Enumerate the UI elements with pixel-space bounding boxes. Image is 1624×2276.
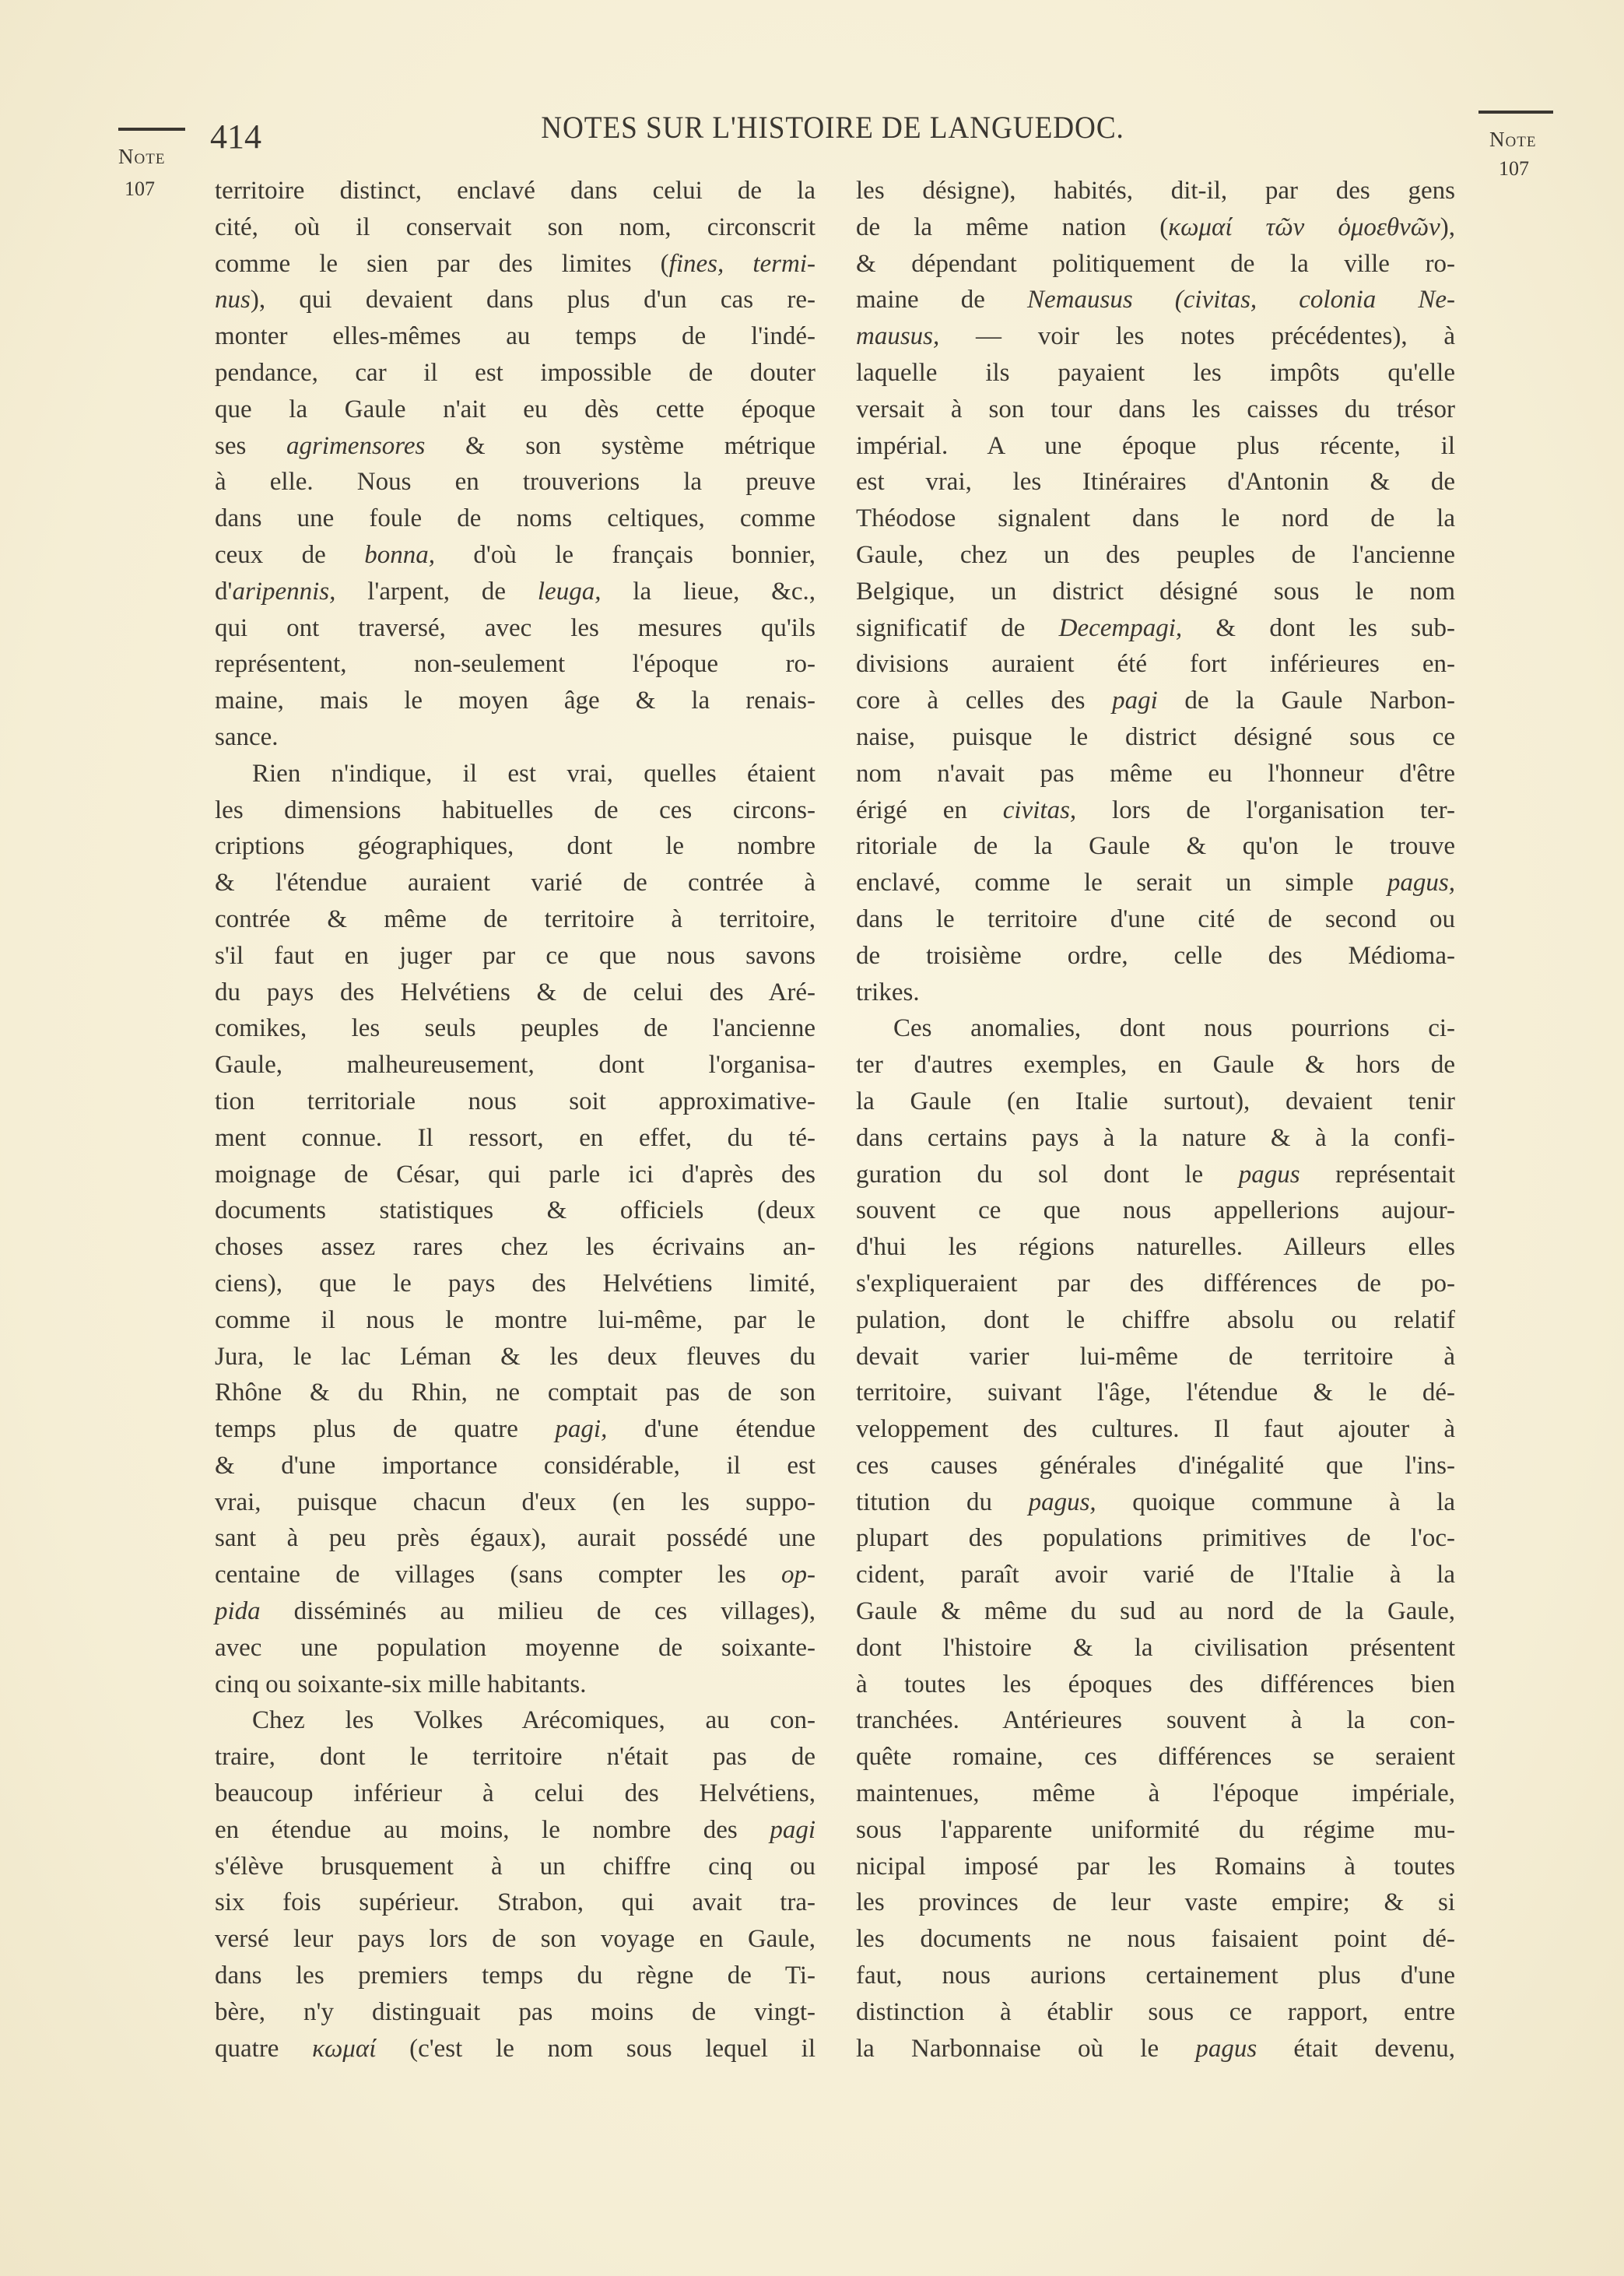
- text-line: [215, 1339, 816, 1375]
- text-segment: territoire, suivant l'âge, l'étendue & le dé-: [856, 1379, 1455, 1407]
- text-line: [215, 574, 816, 610]
- text-line: [215, 1229, 816, 1266]
- text-segment: les provinces de leur vaste empire; & si: [856, 1888, 1455, 1917]
- text-segment: trikes.: [856, 978, 920, 1006]
- text-segment: quoique commune à la: [1096, 1487, 1455, 1516]
- italic-text: pagus: [1195, 2034, 1257, 2063]
- text-line: [856, 1411, 1455, 1448]
- text-line: [856, 428, 1455, 465]
- text-line: [856, 1302, 1455, 1339]
- text-line: [856, 938, 1455, 975]
- text-segment: était devenu,: [1257, 2034, 1455, 2063]
- italic-text: κωμαί τῶν ὁμοεθνῶν: [1168, 212, 1440, 241]
- margin-note-label-right: Note: [1489, 128, 1537, 151]
- text-line: [215, 1266, 816, 1302]
- text-segment: maine de: [856, 286, 1027, 314]
- text-segment: divisions auraient été fort inférieures en-: [856, 650, 1455, 679]
- text-line: [856, 2031, 1455, 2067]
- text-segment: territoire distinct, enclavé dans celui de la: [215, 177, 816, 205]
- text-line: [215, 1958, 816, 1994]
- text-segment: moignage de César, qui parle ici d'après des: [215, 1160, 816, 1189]
- text-line: [215, 1484, 816, 1521]
- text-line: [215, 1593, 816, 1630]
- text-segment: ment connue. Il ressort, en effet, du té-: [215, 1123, 816, 1152]
- text-segment: veloppement des cultures. Il faut ajouter à: [856, 1415, 1455, 1444]
- text-segment: dans les premiers temps du règne de Ti-: [215, 1962, 816, 1990]
- text-line: [856, 392, 1455, 428]
- text-line: [215, 464, 816, 501]
- text-segment: s'élève brusquement à un chiffre cinq ou: [215, 1852, 816, 1881]
- text-line: [856, 828, 1455, 865]
- text-line: [215, 1084, 816, 1120]
- text-segment: comme le sien par des limites (: [215, 249, 669, 278]
- text-segment: traire, dont le territoire n'était pas de: [215, 1743, 816, 1772]
- text-line: [215, 865, 816, 901]
- text-segment: la Gaule (en Italie surtout), devaient tenir: [856, 1087, 1455, 1115]
- text-line: [215, 501, 816, 537]
- text-line: [215, 1921, 816, 1958]
- text-segment: plupart des populations primitives de l'oc-: [856, 1524, 1455, 1553]
- italic-text: nus: [215, 286, 251, 314]
- text-line: [215, 318, 816, 355]
- text-line: [856, 975, 1455, 1011]
- text-line: [856, 1266, 1455, 1302]
- text-line: [856, 756, 1455, 792]
- text-line: [215, 428, 816, 465]
- text-line: [856, 246, 1455, 283]
- text-line: [215, 1667, 816, 1703]
- text-line: [215, 719, 816, 756]
- text-line: [856, 318, 1455, 355]
- text-segment: Ces anomalies, dont nous pourrions ci-: [893, 1014, 1455, 1043]
- text-segment: à toutes les époques des différences bien: [856, 1670, 1455, 1698]
- text-line: [215, 1557, 816, 1593]
- italic-text: pagus: [1238, 1160, 1300, 1189]
- text-segment: ritoriale de la Gaule & qu'on le trouve: [856, 832, 1455, 861]
- text-segment: d'où le français bonnier,: [434, 540, 816, 569]
- text-line: [856, 683, 1455, 719]
- running-title: NOTES SUR L'HISTOIRE DE LANGUEDOC.: [541, 110, 1124, 145]
- text-segment: lors de l'organisation ter-: [1076, 796, 1455, 824]
- text-segment: versé leur pays lors de son voyage en Gaule,: [215, 1925, 816, 1954]
- text-line: [856, 1520, 1455, 1557]
- text-line: [215, 1849, 816, 1885]
- text-segment: de la Gaule Narbon-: [1157, 687, 1455, 715]
- text-segment: criptions géographiques, dont le nombre: [215, 832, 816, 861]
- text-line: [215, 1775, 816, 1812]
- text-segment: ces causes générales d'inégalité que l'ins-: [856, 1451, 1455, 1480]
- text-line: [215, 646, 816, 683]
- text-segment: d'une étendue: [607, 1415, 816, 1444]
- text-line: [856, 1448, 1455, 1484]
- text-segment: ciens), que le pays des Helvétiens limité,: [215, 1269, 816, 1298]
- text-line: [215, 1812, 816, 1849]
- text-line: [856, 1084, 1455, 1120]
- text-segment: représentent, non-seulement l'époque ro-: [215, 650, 816, 679]
- text-line: [215, 1520, 816, 1557]
- text-segment: ses: [215, 431, 286, 460]
- text-segment: tion territoriale nous soit approximative-: [215, 1087, 816, 1115]
- text-segment: pendance, car il est impossible de douter: [215, 358, 816, 387]
- text-segment: cident, paraît avoir varié de l'Italie à la: [856, 1561, 1455, 1589]
- text-line: [215, 1192, 816, 1229]
- text-segment: dans une foule de noms celtiques, comme: [215, 504, 816, 533]
- text-segment: d': [215, 577, 233, 606]
- text-line: [856, 1921, 1455, 1958]
- text-segment: centaine de villages (sans compter les: [215, 1561, 781, 1589]
- text-line: [856, 537, 1455, 574]
- text-line: [215, 1411, 816, 1448]
- italic-text: fines, termi-: [668, 249, 816, 278]
- text-segment: est vrai, les Itinéraires d'Antonin & de: [856, 468, 1455, 497]
- margin-note-number-right: 107: [1499, 157, 1529, 180]
- text-line: [856, 1667, 1455, 1703]
- text-segment: les dimensions habituelles de ces circons-: [215, 796, 816, 824]
- text-segment: versait à son tour dans les caisses du trésor: [856, 395, 1455, 423]
- text-segment: maintenues, même à l'époque impériale,: [856, 1779, 1455, 1808]
- text-segment: l'arpent, de: [335, 577, 538, 606]
- text-segment: ter d'autres exemples, en Gaule & hors de: [856, 1051, 1455, 1080]
- text-segment: dont l'histoire & la civilisation présentent: [856, 1633, 1455, 1662]
- text-segment: & l'étendue auraient varié de contrée à: [215, 869, 816, 897]
- text-segment: temps plus de quatre: [215, 1415, 556, 1444]
- text-segment: maine, mais le moyen âge & la renais-: [215, 687, 816, 715]
- text-line: [856, 1593, 1455, 1630]
- text-segment: la lieue, &c.,: [601, 577, 816, 606]
- text-segment: Rien n'indique, il est vrai, quelles étaient: [252, 759, 816, 788]
- text-line: [856, 1047, 1455, 1084]
- text-segment: comme il nous le montre lui-même, par le: [215, 1305, 816, 1334]
- text-segment: à elle. Nous en trouverions la preuve: [215, 468, 816, 497]
- text-segment: beaucoup inférieur à celui des Helvétiens,: [215, 1779, 816, 1808]
- text-segment: pulation, dont le chiffre absolu ou relatif: [856, 1305, 1455, 1334]
- text-line: [215, 1448, 816, 1484]
- text-segment: de la même nation (: [856, 212, 1169, 241]
- text-line: [215, 1884, 816, 1921]
- text-line: [856, 1157, 1455, 1193]
- text-line: [215, 1739, 816, 1775]
- italic-text: civitas,: [1002, 796, 1077, 824]
- text-segment: de troisième ordre, celle des Médioma-: [856, 941, 1455, 970]
- text-segment: sant à peu près égaux), aurait possédé une: [215, 1524, 816, 1553]
- text-segment: guration du sol dont le: [856, 1160, 1239, 1189]
- text-line: [856, 173, 1455, 209]
- text-line: [856, 1630, 1455, 1667]
- italic-text: bonna,: [364, 540, 435, 569]
- text-line: [856, 610, 1455, 647]
- text-segment: Théodose signalent dans le nord de la: [856, 504, 1455, 533]
- text-segment: les désigne), habités, dit-il, par des gens: [856, 177, 1455, 205]
- text-line: [215, 683, 816, 719]
- text-segment: Gaule, malheureusement, dont l'organisa-: [215, 1051, 816, 1080]
- italic-text: mausus,: [856, 322, 940, 351]
- text-segment: vrai, puisque chacun d'eux (en les suppo-: [215, 1487, 816, 1516]
- text-segment: comikes, les seuls peuples de l'ancienne: [215, 1014, 816, 1043]
- text-line: [856, 901, 1455, 938]
- text-line: [215, 1010, 816, 1047]
- text-line: [856, 719, 1455, 756]
- text-line: [215, 537, 816, 574]
- text-line: [856, 464, 1455, 501]
- text-line: [856, 1958, 1455, 1994]
- text-segment: laquelle ils payaient les impôts qu'elle: [856, 358, 1455, 387]
- text-segment: Gaule, chez un des peuples de l'ancienne: [856, 540, 1455, 569]
- text-segment: significatif de: [856, 613, 1059, 642]
- italic-text: aripennis,: [232, 577, 336, 606]
- text-segment: impérial. A une époque plus récente, il: [856, 431, 1455, 460]
- text-segment: la Narbonnaise où le: [856, 2034, 1196, 2063]
- text-segment: & dépendant politiquement de la ville ro-: [856, 249, 1455, 278]
- text-line: [215, 209, 816, 246]
- text-segment: ceux de: [215, 540, 365, 569]
- text-segment: souvent ce que nous appellerions aujour-: [856, 1196, 1455, 1225]
- text-segment: Chez les Volkes Arécomiques, au con-: [252, 1706, 816, 1735]
- text-segment: monter elles-mêmes au temps de l'indé-: [215, 322, 816, 351]
- text-column-left: [215, 173, 816, 2067]
- text-segment: — voir les notes précédentes), à: [939, 322, 1455, 351]
- text-line: [215, 975, 816, 1011]
- italic-text: pagus,: [1387, 869, 1455, 897]
- text-segment: devait varier lui-même de territoire à: [856, 1342, 1455, 1371]
- text-segment: & dont les sub-: [1182, 613, 1456, 642]
- text-line: [215, 610, 816, 647]
- page-number: 414: [210, 118, 261, 156]
- text-line: [215, 756, 816, 792]
- text-line: [856, 865, 1455, 901]
- text-segment: que la Gaule n'ait eu dès cette époque: [215, 395, 816, 423]
- text-line: [215, 2031, 816, 2067]
- text-segment: représentait: [1300, 1160, 1456, 1189]
- text-line: [856, 574, 1455, 610]
- text-segment: ),: [1440, 212, 1455, 241]
- text-line: [215, 392, 816, 428]
- text-segment: Gaule & même du sud au nord de la Gaule,: [856, 1597, 1455, 1626]
- text-line: [856, 1484, 1455, 1521]
- italic-text: Nemausus (civitas, colonia Ne-: [1027, 286, 1456, 314]
- text-line: [856, 1229, 1455, 1266]
- text-line: [856, 1375, 1455, 1411]
- text-line: [856, 1812, 1455, 1849]
- text-segment: Rhône & du Rhin, ne comptait pas de son: [215, 1379, 816, 1407]
- text-segment: & son système métrique: [425, 431, 816, 460]
- text-column-right: [856, 173, 1455, 2067]
- text-line: [215, 1994, 816, 2031]
- italic-text: op-: [781, 1561, 816, 1589]
- text-line: [856, 1010, 1455, 1047]
- text-line: [215, 901, 816, 938]
- text-line: [856, 792, 1455, 829]
- text-segment: & d'une importance considérable, il est: [215, 1451, 816, 1480]
- text-segment: s'il faut en juger par ce que nous savons: [215, 941, 816, 970]
- text-segment: bère, n'y distinguait pas moins de vingt-: [215, 1997, 816, 2026]
- italic-text: agrimensores: [286, 431, 426, 460]
- text-segment: choses assez rares chez les écrivains an-: [215, 1233, 816, 1262]
- italic-text: Decempagi,: [1058, 613, 1183, 642]
- text-line: [856, 209, 1455, 246]
- text-line: [856, 282, 1455, 318]
- text-segment: tranchées. Antérieures souvent à la con-: [856, 1706, 1455, 1735]
- text-segment: titution du: [856, 1487, 1029, 1516]
- margin-rule-left: [118, 128, 185, 131]
- text-segment: érigé en: [856, 796, 1003, 824]
- text-line: [215, 246, 816, 283]
- text-segment: dans le territoire d'une cité de second ou: [856, 904, 1455, 933]
- text-segment: contrée & même de territoire à territoire,: [215, 904, 816, 933]
- text-segment: core à celles des: [856, 687, 1113, 715]
- text-line: [856, 1775, 1455, 1812]
- text-line: [215, 1047, 816, 1084]
- text-segment: enclavé, comme le serait un simple: [856, 869, 1387, 897]
- text-segment: disséminés au milieu de ces villages),: [260, 1597, 816, 1626]
- text-segment: distinction à établir sous ce rapport, entre: [856, 1997, 1455, 2026]
- text-line: [856, 1192, 1455, 1229]
- text-segment: six fois supérieur. Strabon, qui avait tra-: [215, 1888, 816, 1917]
- text-segment: ), qui devaient dans plus d'un cas re-: [250, 286, 816, 314]
- text-line: [856, 1702, 1455, 1739]
- italic-text: pagi: [1112, 687, 1158, 715]
- text-segment: en étendue au moins, le nombre des: [215, 1815, 770, 1844]
- text-line: [215, 1630, 816, 1667]
- margin-note-number-left: 107: [125, 177, 155, 200]
- text-line: [856, 1557, 1455, 1593]
- text-line: [215, 1157, 816, 1193]
- text-line: [856, 1994, 1455, 2031]
- text-line: [215, 1702, 816, 1739]
- italic-text: pagus,: [1028, 1487, 1096, 1516]
- text-line: [215, 355, 816, 392]
- text-line: [856, 501, 1455, 537]
- text-segment: d'hui les régions naturelles. Ailleurs elles: [856, 1233, 1455, 1262]
- text-segment: quatre: [215, 2034, 313, 2063]
- text-line: [856, 1849, 1455, 1885]
- text-segment: du pays des Helvétiens & de celui des Aré-: [215, 978, 816, 1006]
- text-line: [215, 792, 816, 829]
- text-segment: nom n'avait pas même eu l'honneur d'être: [856, 759, 1455, 788]
- margin-rule-right: [1478, 111, 1553, 114]
- italic-text: pida: [215, 1597, 261, 1626]
- text-segment: (c'est le nom sous lequel il: [376, 2034, 816, 2063]
- text-segment: Jura, le lac Léman & les deux fleuves du: [215, 1342, 816, 1371]
- text-segment: s'expliqueraient par des différences de po-: [856, 1269, 1455, 1298]
- italic-text: pagi: [770, 1815, 816, 1844]
- text-line: [215, 828, 816, 865]
- text-segment: sous l'apparente uniformité du régime mu-: [856, 1815, 1455, 1844]
- italic-text: κωμαί: [312, 2034, 377, 2063]
- text-segment: quête romaine, ces différences se seraient: [856, 1743, 1455, 1772]
- italic-text: pagi,: [555, 1415, 608, 1444]
- text-segment: naise, puisque le district désigné sous ce: [856, 722, 1455, 751]
- text-line: [856, 1339, 1455, 1375]
- text-line: [856, 1884, 1455, 1921]
- text-line: [856, 646, 1455, 683]
- text-segment: Belgique, un district désigné sous le nom: [856, 577, 1455, 606]
- text-segment: qui ont traversé, avec les mesures qu'ils: [215, 613, 816, 642]
- margin-note-label-left: Note: [118, 145, 166, 168]
- text-segment: les documents ne nous faisaient point dé-: [856, 1925, 1455, 1954]
- text-line: [856, 1120, 1455, 1157]
- text-line: [856, 355, 1455, 392]
- text-line: [215, 1302, 816, 1339]
- text-segment: documents statistiques & officiels (deux: [215, 1196, 816, 1225]
- text-segment: dans certains pays à la nature & à la confi-: [856, 1123, 1455, 1152]
- text-segment: faut, nous aurions certainement plus d'une: [856, 1962, 1455, 1990]
- text-segment: cité, où il conservait son nom, circonscrit: [215, 212, 816, 241]
- text-segment: nicipal imposé par les Romains à toutes: [856, 1852, 1455, 1881]
- text-line: [215, 938, 816, 975]
- text-segment: sance.: [215, 722, 279, 751]
- italic-text: leuga,: [537, 577, 602, 606]
- text-line: [215, 282, 816, 318]
- text-segment: avec une population moyenne de soixante-: [215, 1633, 816, 1662]
- text-line: [856, 1739, 1455, 1775]
- text-segment: cinq ou soixante-six mille habitants.: [215, 1670, 587, 1698]
- text-line: [215, 1375, 816, 1411]
- text-line: [215, 1120, 816, 1157]
- text-line: [215, 173, 816, 209]
